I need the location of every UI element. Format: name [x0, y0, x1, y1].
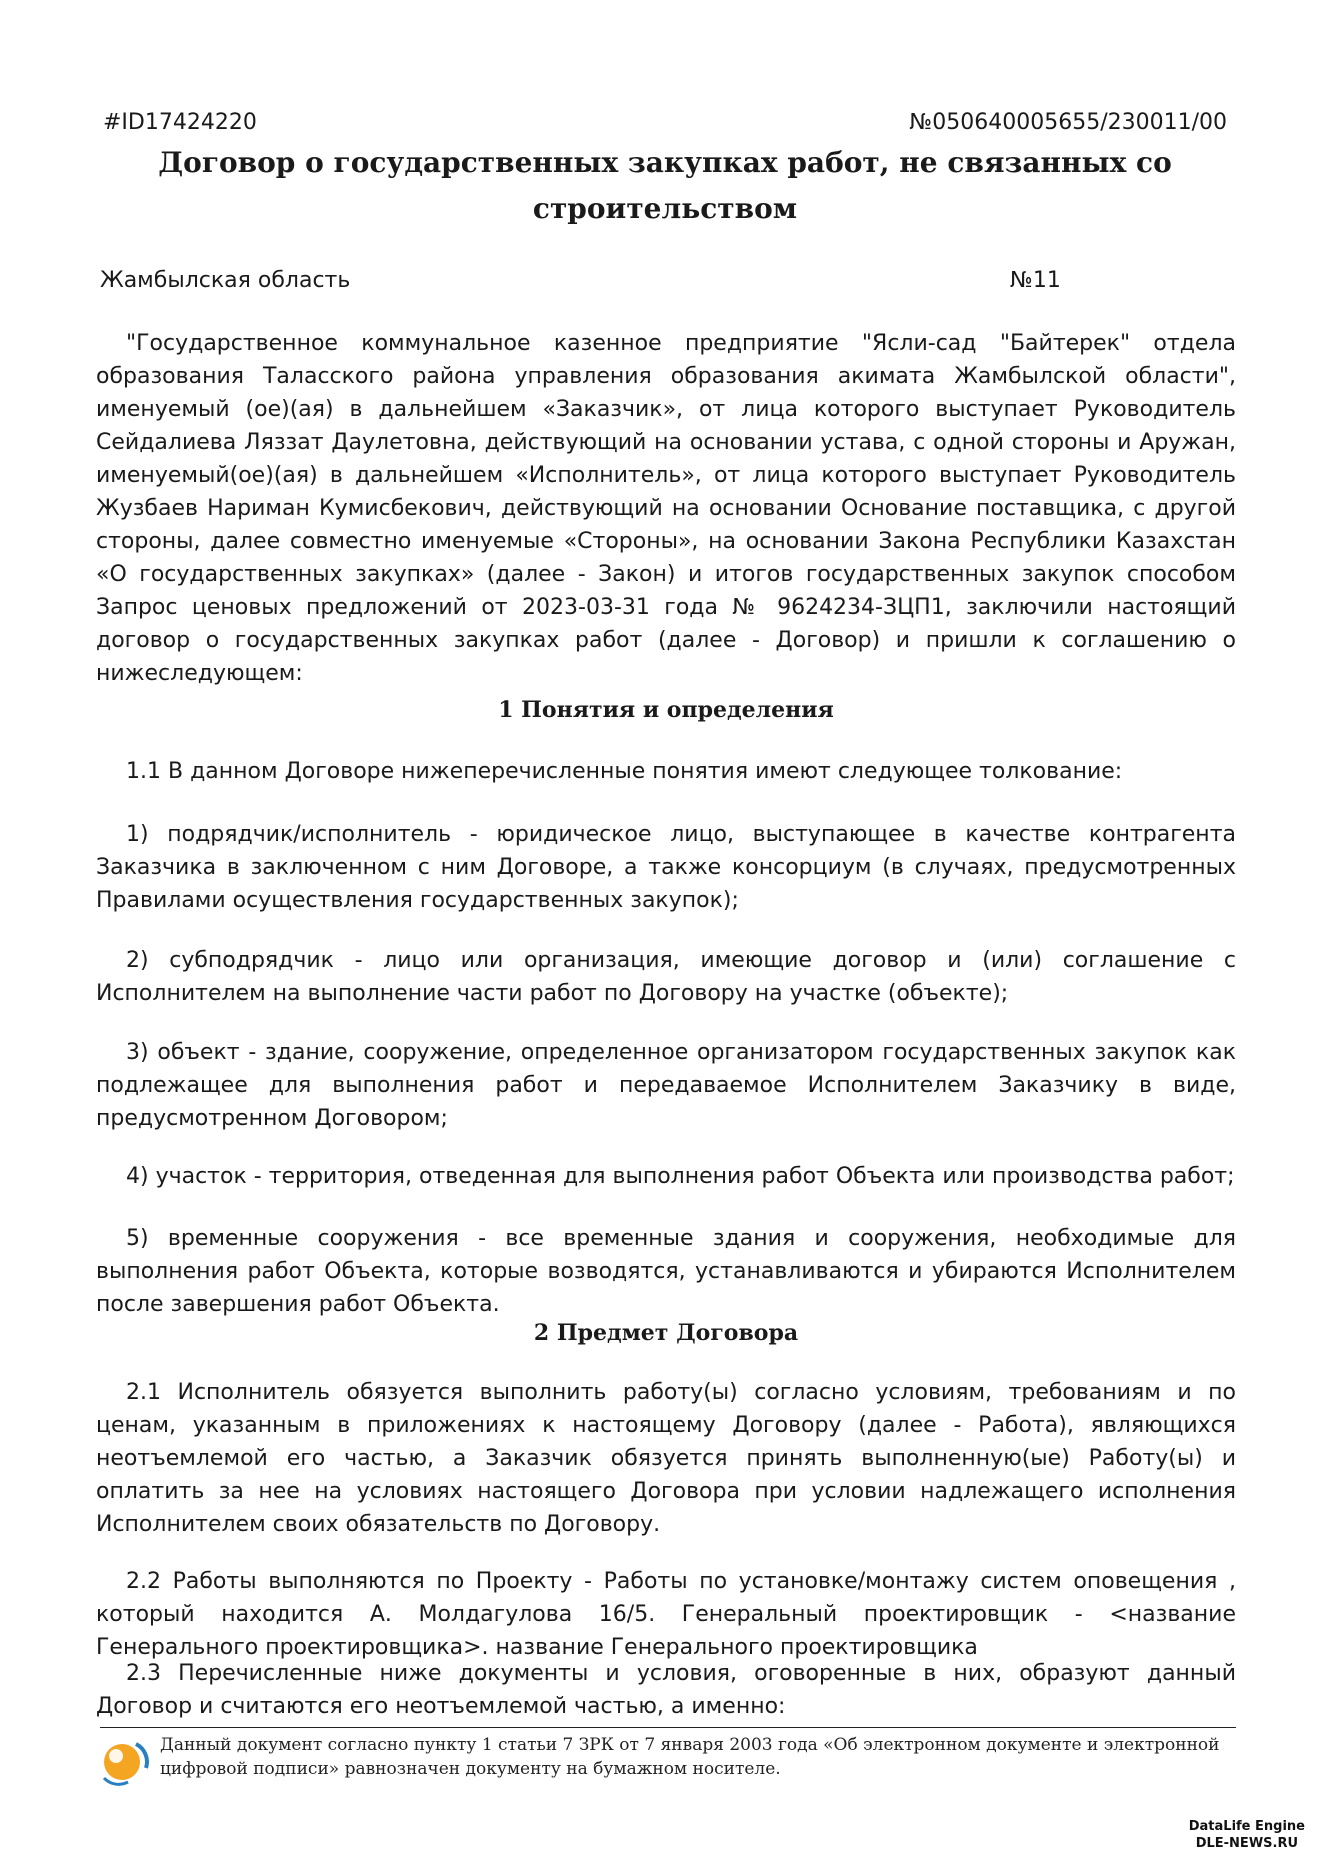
section-2-clause-2-2 — [96, 1565, 1236, 1664]
definition-item: 3) объект - здание, сооружение, определенное организатором государственных закупок как подлежащее для выполнения работ и передаваемое Исполнителем Заказчику в виде, предусмотренном Договором; — [96, 1040, 1236, 1131]
contract-number: №11 — [1010, 268, 1061, 293]
clause-2-2: 2.2 Работы выполняются по Проекту - Работы по установке/монтажу систем оповещения , который находится А. Молдагулова 16/5. Генеральный проектировщик - <название Генерального проектировщика>. название Генерального проектировщика — [96, 1569, 1236, 1660]
intro-paragraph: "Государственное коммунальное казенное предприятие "Ясли-сад "Байтерек" отдела образования Таласского района управления образования акимата Жамбылской области", именуемый (ое)(ая) в дальнейшем «Заказчик», от лица которого выступает Руководитель Сейдалиева Ляззат Даулетовна, действующий на основании устава, с одной стороны и Аружан, именуемый(ое)(ая) в дальнейшем «Исполнитель», от лица которого выступает Руководитель Жузбаев Нариман Кумисбекович, действующий на основании Основание поставщика, с другой стороны, далее совместно именуемые «Стороны», на основании Закона Республики Казахстан «О государственных закупках» (далее - Закон) и итогов государственных закупок способом Запрос ценовых предложений от 2023-03-31 года № 9624234-ЗЦП1, заключили настоящий договор о государственных закупках работ (далее - Договор) и пришли к соглашению о нижеследующем: — [96, 331, 1236, 686]
section-1-item-4 — [96, 1160, 1236, 1193]
document-number: №050640005655/230011/00 — [909, 110, 1227, 135]
watermark — [1189, 1818, 1305, 1852]
section-1-heading: 1 Понятия и определения — [498, 697, 834, 723]
document-title: Договор о государственных закупках работ, не связанных со строительством — [158, 146, 1172, 225]
document-id: #ID17424220 — [103, 110, 257, 135]
watermark-line-2: DLE-NEWS.RU — [1195, 1836, 1299, 1851]
section-1-item-1 — [96, 818, 1236, 917]
definition-item: 5) временные сооружения - все временные здания и сооружения, необходимые для выполнения работ Объекта, которые возводятся, устанавливаются и убираются Исполнителем после завершения работ Объекта. — [96, 1226, 1236, 1317]
section-2-heading: 2 Предмет Договора — [533, 1320, 799, 1346]
footer-divider — [100, 1727, 1236, 1728]
watermark-line-1: DataLife Engine — [1188, 1819, 1305, 1834]
definition-item: 2) субподрядчик - лицо или организация, имеющие договор и (или) соглашение с Исполнителем на выполнение части работ по Договору на участке (объекте); — [96, 948, 1236, 1006]
clause-2-1: 2.1 Исполнитель обязуется выполнить работу(ы) согласно условиям, требованиям и по ценам, указанным в приложениях к настоящему Договору (далее - Работа), являющихся неотъемлемой его частью, а Заказчик обязуется принять выполненную(ые) Работу(ы) и оплатить за нее на условиях настоящего Договора при условии надлежащего исполнения Исполнителем своих обязательств по Договору. — [96, 1380, 1236, 1537]
section-2-clause-2-3 — [96, 1657, 1236, 1723]
definition-item: 1) подрядчик/исполнитель - юридическое лицо, выступающее в качестве контрагента Заказчика в заключенном с ним Договоре, а также консорциум (в случаях, предусмотренных Правилами осуществления государственных закупок); — [96, 822, 1236, 913]
section-1-item-3 — [96, 1036, 1236, 1135]
definition-item: 4) участок - территория, отведенная для выполнения работ Объекта или производства работ; — [126, 1164, 1235, 1189]
egov-logo-icon — [98, 1734, 150, 1786]
section-2-clause-2-1 — [96, 1376, 1236, 1541]
clause-2-3: 2.3 Перечисленные ниже документы и условия, оговоренные в них, образуют данный Договор и считаются его неотъемлемой частью, а именно: — [96, 1661, 1236, 1719]
section-1-item-2 — [96, 944, 1236, 1010]
section-1-item-5 — [96, 1222, 1236, 1321]
intro-paragraph-block — [96, 327, 1236, 690]
section-1-clause-1-1 — [96, 755, 1236, 788]
clause-1-1: 1.1 В данном Договоре нижеперечисленные понятия имеют следующее толкование: — [126, 759, 1123, 784]
region-label: Жамбылская область — [100, 268, 351, 293]
footer-legal-note: Данный документ согласно пункту 1 статьи 7 ЗРК от 7 января 2003 года «Об электронном документе и электронной цифровой подписи» равнозначен документу на бумажном носителе. — [160, 1735, 1220, 1779]
